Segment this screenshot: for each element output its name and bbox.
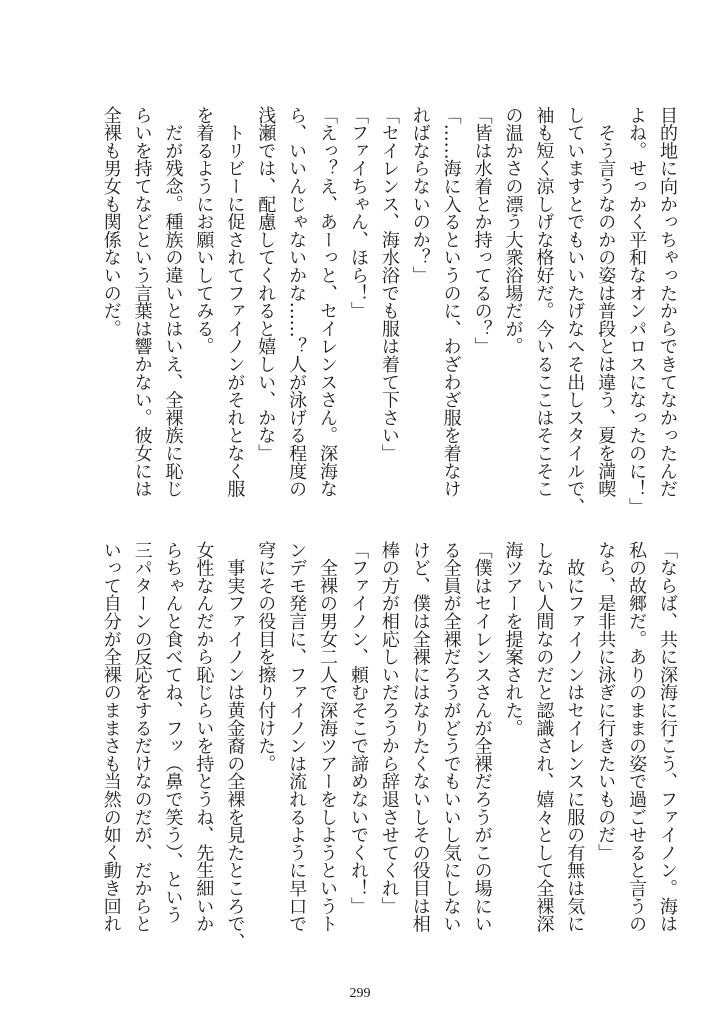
text-line: 「僕はセイレンスさんが全裸だろうがこの場にい [471,541,493,933]
text-line: していますとでもいいたげなへそ出しスタイルで、 [564,106,586,516]
text-line: 袖も短く涼しげな格好だ。今いるここはそこそこ [533,106,555,498]
text-line: 三パターンの反応をするだけなのだが、だからと [131,541,153,933]
text-line: ンデモ発言に、ファイノンは流れるように早口で [286,541,308,933]
text-line: 穹にその役目を擦り付けた。 [255,541,277,773]
text-line: 「えっ？え、あーっと、セイレンスさん。深海な [317,106,339,498]
page-number: 299 [349,986,371,1001]
text-line: る全員が全裸だろうがどうでもいいし気にしない [440,541,462,933]
text-line: トリビーに促されてファイノンがそれとなく服 [224,106,246,498]
text-line: しない人間なのだと認識され、嬉々として全裸深 [533,541,555,933]
text-line: 目的地に向かっちゃったからできてなかったんだ [657,106,678,498]
text-line: 全裸の男女二人で深海ツアーをしようというト [317,541,339,933]
text-line: 「ファイノン、頼むそこで諦めないでくれ！」 [347,541,369,915]
text-line: だが残念。種族の違いとはいえ、全裸族に恥じ [162,106,184,498]
text-line: 故にファイノンはセイレンスに服の有無は気に [564,541,586,933]
text-line: らちゃんと食べてね、フッ（鼻で笑う）、という [162,541,184,924]
text-line: の温かさの漂う大衆浴場だが。 [502,106,524,356]
text-line: を着るようにお願いしてみる。 [193,106,215,356]
text-line: 女性なんだから恥じらいを持とうね、先生細いか [193,541,215,933]
text-line: 全裸も男女も関係ないのだ。 [100,106,122,338]
text-line: よね。せっかく平和なオンパロスになったのに！」 [626,106,648,516]
text-line: 「ならば、共に深海に行こう、ファイノン。海は [657,541,678,933]
text-line: らいを持てなどという言葉は響かない。彼女には [131,106,153,498]
text-line: いって自分が全裸のままさも当然の如く動き回れ [100,541,122,933]
lower-text-block [92,541,682,951]
text-line: 「皆は水着とか持ってるの？」 [471,106,493,356]
upper-text-block [92,106,682,516]
text-line: 浅瀬では、配慮してくれると嬉しい、かな」 [255,106,277,463]
text-line: 「ファイちゃん、ほら！」 [347,106,369,320]
text-line: そう言うなのかの姿は普段とは違う、夏を満喫 [595,106,617,498]
text-line: なら、是非共に泳ぎに行きたいものだ」 [595,541,617,862]
text-line: けど、僕は全裸にはなりたくないしその役目は相 [409,541,431,933]
text-line: 私の故郷だ。ありのままの姿で過ごせると言うの [626,541,648,933]
text-line: 「……海に入るというのに、わざわざ服を着なけ [440,106,462,498]
text-line: 海ツアーを提案された。 [502,541,524,737]
text-line: 「セイレンス、海水浴でも服は着て下さい」 [378,106,400,463]
text-line: 棒の方が相応しいだろうから辞退させてくれ」 [378,541,400,915]
text-line: 事実ファイノンは黄金裔の全裸を見たところで、 [224,541,246,951]
text-line: ら、いいんじゃないかな……？人が泳げる程度の [286,106,308,498]
text-line: ればならないのか？」 [409,106,431,285]
